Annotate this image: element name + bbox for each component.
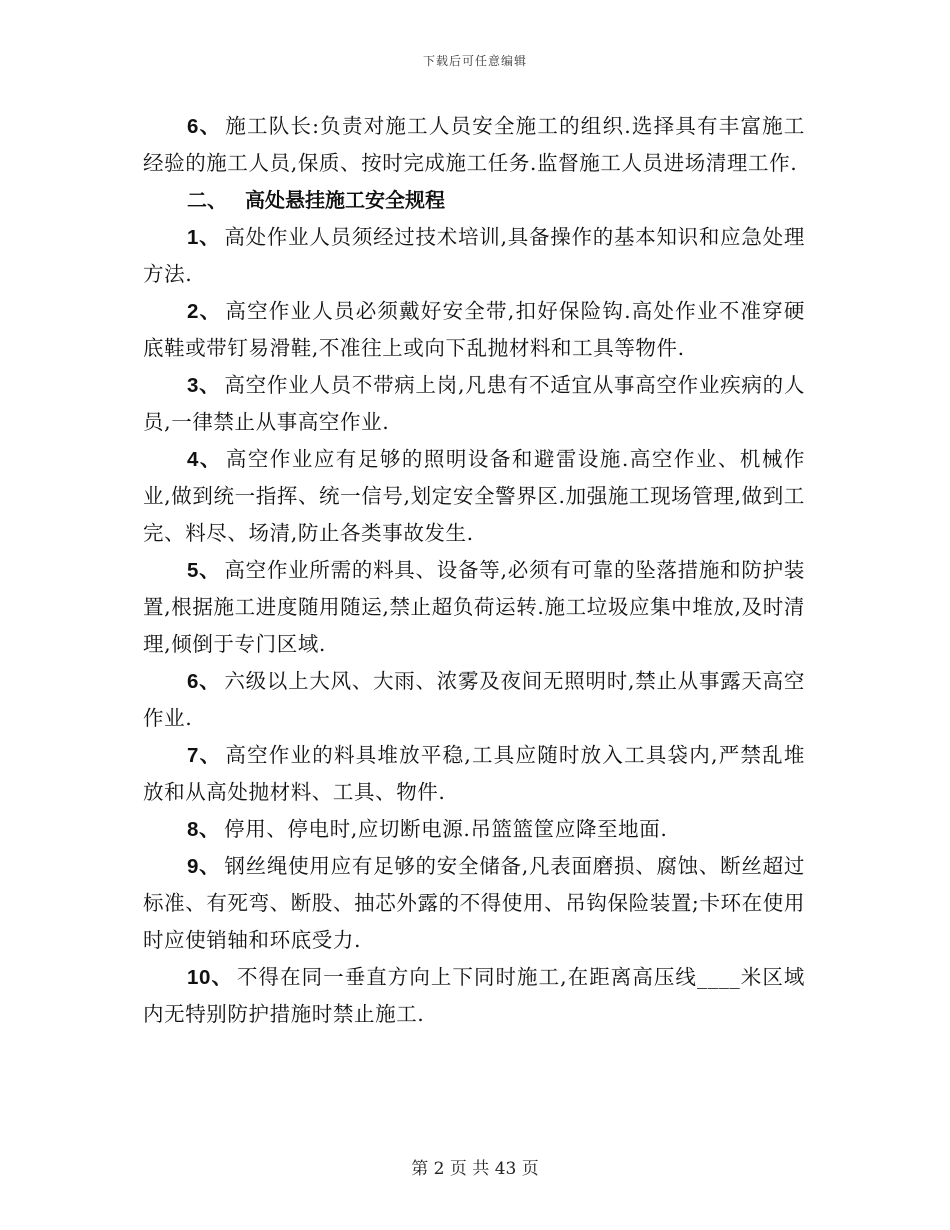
list-item [143,441,805,552]
item-text: 六级以上大风、大雨、浓雾及夜间无照明时,禁止从事露天高空作业. [143,669,805,730]
item-text: 钢丝绳使用应有足够的安全储备,凡表面磨损、腐蚀、断丝超过标准、有死弯、断股、抽芯外露的不得使用、吊钩保险装置;卡环在使用时应使销轴和环底受力. [143,854,805,952]
list-item [143,367,805,441]
list-item [143,959,805,1033]
list-item [143,848,805,959]
item-text: 施工队长:负责对施工人员安全施工的组织.选择具有丰富施工经验的施工人员,保质、按时完成施工任务.监督施工人员进场清理工作. [143,114,805,175]
item-number: 3、 [187,374,221,397]
item-text: 高空作业的料具堆放平稳,工具应随时放入工具袋内,严禁乱堆放和从高处抛材料、工具、物件. [143,743,805,804]
item-number: 2、 [187,300,222,323]
item-text: 高空作业人员必须戴好安全带,扣好保险钩.高处作业不准穿硬底鞋或带钉易滑鞋,不准往上或向下乱抛材料和工具等物件. [143,299,805,360]
item-text: 高空作业人员不带病上岗,凡患有不适宜从事高空作业疾病的人员,一律禁止从事高空作业. [143,373,805,434]
section-heading [143,182,805,219]
page-footer: 第 2 页 共 43 页 [411,1159,539,1179]
list-item [143,552,805,663]
item-text: 高空作业应有足够的照明设备和避雷设施.高空作业、机械作业,做到统一指挥、统一信号,划定安全警界区.加强施工现场管理,做到工完、料尽、场清,防止各类事故发生. [143,447,805,545]
item-number: 7、 [187,744,222,767]
item-number: 5、 [187,559,221,582]
paragraph-item-6-captain [143,108,805,182]
item-text: 不得在同一垂直方向上下同时施工,在距离高压线____米区域内无特别防护措施时禁止施工. [143,965,805,1026]
list-item [143,737,805,811]
item-number: 10、 [187,966,233,989]
item-number: 4、 [187,448,222,471]
list-item [143,811,805,848]
item-number: 6、 [187,670,221,693]
page-header: 下载后可任意编辑 [422,54,527,68]
item-number: 6、 [187,115,222,138]
item-text: 高空作业所需的料具、设备等,必须有可靠的坠落措施和防护装置,根据施工进度随用随运,禁止超负荷运转.施工垃圾应集中堆放,及时清理,倾倒于专门区域. [143,558,805,656]
list-item [143,663,805,737]
document-body [143,108,805,1033]
item-number: 1、 [187,226,221,249]
list-item [143,219,805,293]
item-number: 8、 [187,818,221,841]
item-text: 高处作业人员须经过技术培训,具备操作的基本知识和应急处理方法. [143,225,805,286]
item-number: 9、 [187,855,221,878]
item-text: 停用、停电时,应切断电源.吊篮篮筐应降至地面. [224,817,668,841]
list-item [143,293,805,367]
section-title: 高处悬挂施工安全规程 [245,188,445,212]
section-number: 二、 [187,188,227,212]
